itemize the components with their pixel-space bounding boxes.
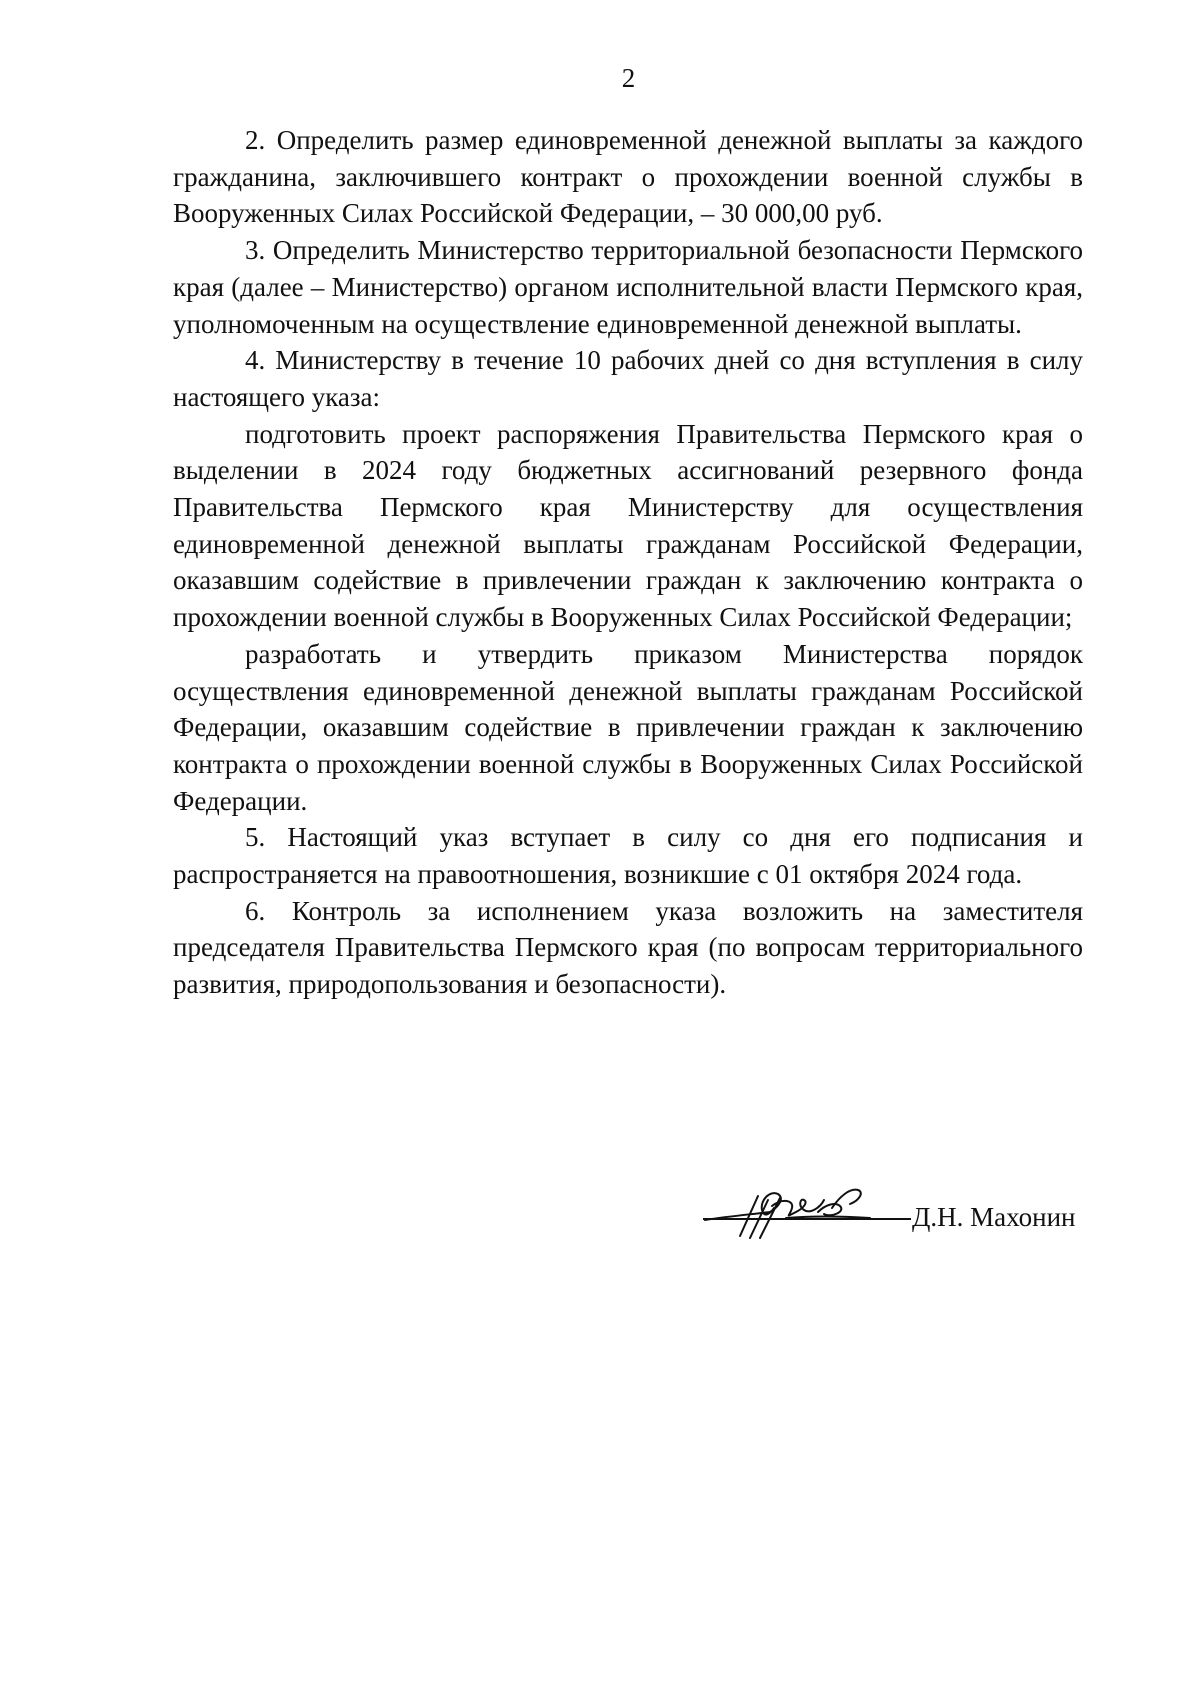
paragraph-subitem-prepare-order: подготовить проект распоряжения Правительства Пермского края о выделении в 2024 году бюджетных ассигнований резервного фонда Правительства Пермского края Министерству для осуществления единовременной денежной выплаты гражданам Российской Федерации, оказавшим содействие в привлечении граждан к заключению контракта о прохождении военной службы в Вооруженных Силах Российской Федерации; [173, 418, 1083, 633]
paragraph-item-6: 6. Контроль за исполнением указа возложить на заместителя председателя Правительства Пермского края (по вопросам территориального развития, природопользования и безопасности). [173, 895, 1083, 1000]
paragraph-item-5: 5. Настоящий указ вступает в силу со дня его подписания и распространяется на правоотношения, возникшие с 01 октября 2024 года. [173, 822, 1083, 890]
paragraph-item-2: 2. Определить размер единовременной денежной выплаты за каждого гражданина, заключившего контракт о прохождении военной службы в Вооруженных Силах Российской Федерации, – 30 000,00 руб. [173, 125, 1083, 229]
document-body [173, 122, 1083, 1003]
paragraph-subitem-develop-procedure: разработать и утвердить приказом Министерства порядок осуществления единовременной денежной выплаты гражданам Российской Федерации, оказавшим содействие в привлечении граждан к заключению контракта о прохождении военной службы в Вооруженных Силах Российской Федерации. [173, 638, 1083, 816]
signer-name: Д.Н. Махонин [912, 1202, 1076, 1232]
paragraph-item-4: 4. Министерству в течение 10 рабочих дней со дня вступления в силу настоящего указа: [173, 345, 1083, 412]
page-number: 2 [621, 63, 636, 93]
handwritten-signature [700, 1178, 900, 1248]
signature-line [703, 1218, 911, 1220]
paragraph-item-3: 3. Определить Министерство территориальной безопасности Пермского края (далее – Министерство) органом исполнительной власти Пермского края, уполномоченным на осуществление единовременной денежной выплаты. [173, 235, 1083, 339]
